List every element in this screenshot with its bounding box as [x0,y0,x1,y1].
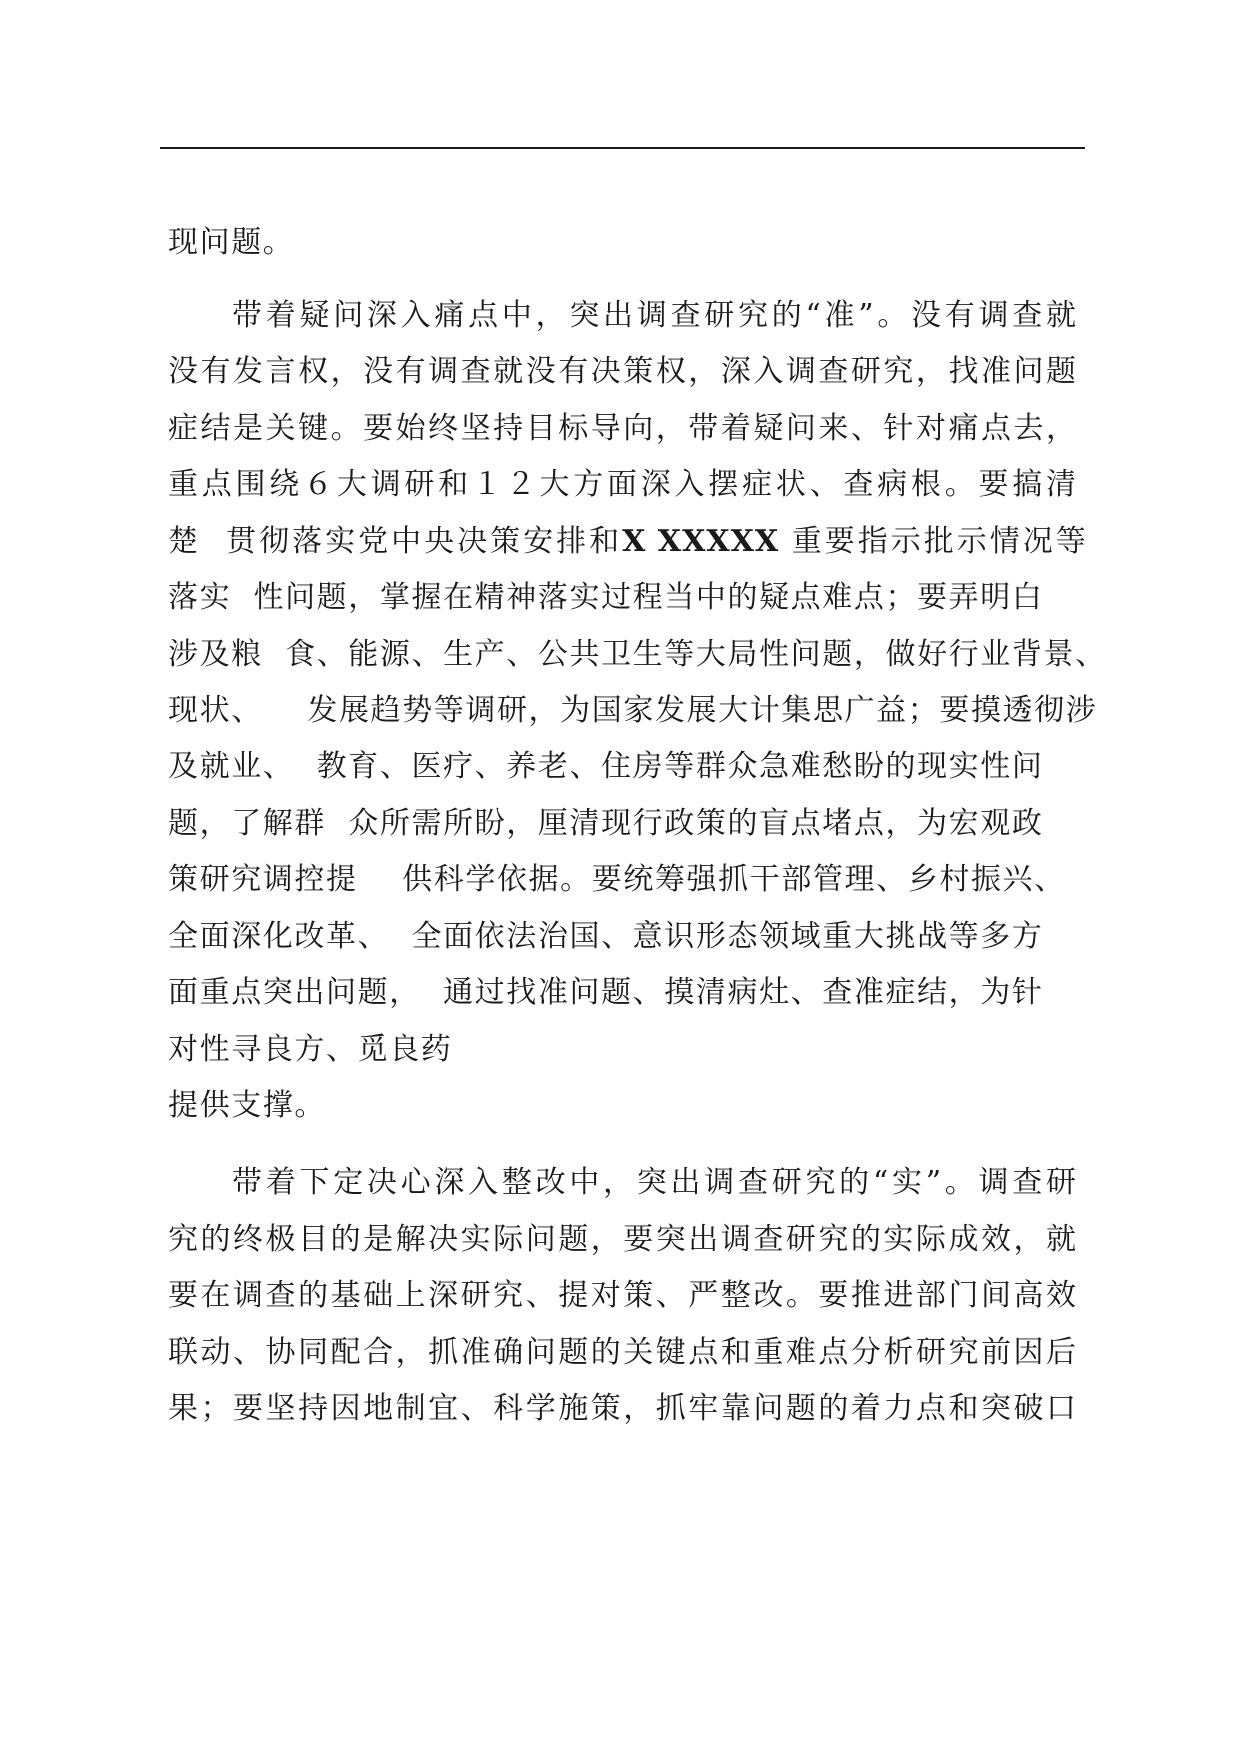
text-line: 策研究调控提 供科学依据。要统筹强抓干部管理、乡村振兴、 [168,862,1066,897]
text-line: 提供支撑。 [168,1088,326,1123]
text-line: 落实 性问题，掌握在精神落实过程当中的疑点难点；要弄明白 [168,580,1044,615]
text-line: 联动、协同配合，抓准确问题的关键点和重难点分析研究前因后 [168,1335,1076,1370]
redacted-name: X XXXXX [622,524,780,559]
text-line: 对性寻良方、觅良药 [168,1032,453,1067]
text-line: 现问题。 [168,225,295,260]
text-line: 没有发言权，没有调查就没有决策权，深入调查研究，找准问题 [168,354,1076,389]
text-line: 带着下定决心深入整改中，突出调查研究的“实”。调查研 [232,1165,1076,1200]
text-line: 症结是关键。要始终坚持目标导向，带着疑问来、针对痛点去， [168,411,1076,446]
header-rule [160,147,1085,149]
text-line: 究的终极目的是解决实际问题，要突出调查研究的实际成效，就 [168,1222,1076,1257]
text-line: 重点围绕６大调研和１２大方面深入摆症状、查病根。要搞清 [168,467,1076,502]
text-line: 带着疑问深入痛点中，突出调查研究的“准”。没有调查就 [232,298,1076,333]
text-line: 果；要坚持因地制宜、科学施策，抓牢靠问题的着力点和突破口 [168,1391,1076,1426]
text-line: 及就业、 教育、医疗、养老、住房等群众急难愁盼的现实性问 [168,749,1044,784]
text-line: 现状、 发展趋势等调研，为国家发展大计集思广益；要摸透彻涉 [168,693,1098,728]
text-line: 面重点突出问题， 通过找准问题、摸清病灶、查准症结，为针 [168,975,1044,1010]
text-line [168,524,1089,560]
text-line: 要在调查的基础上深研究、提对策、严整改。要推进部门间高效 [168,1278,1076,1313]
text-line: 涉及粮 食、能源、生产、公共卫生等大局性问题，做好行业背景、 [168,637,1107,672]
text-line: 全面深化改革、 全面依法治国、意识形态领域重大挑战等多方 [168,919,1044,954]
text-line: 题，了解群 众所需所盼，厘清现行政策的盲点堵点，为宏观政 [168,806,1044,841]
text-segment: 重要指示批示情况等 [779,524,1089,559]
text-segment: 楚 贯彻落实党中央决策安排和 [168,524,623,559]
